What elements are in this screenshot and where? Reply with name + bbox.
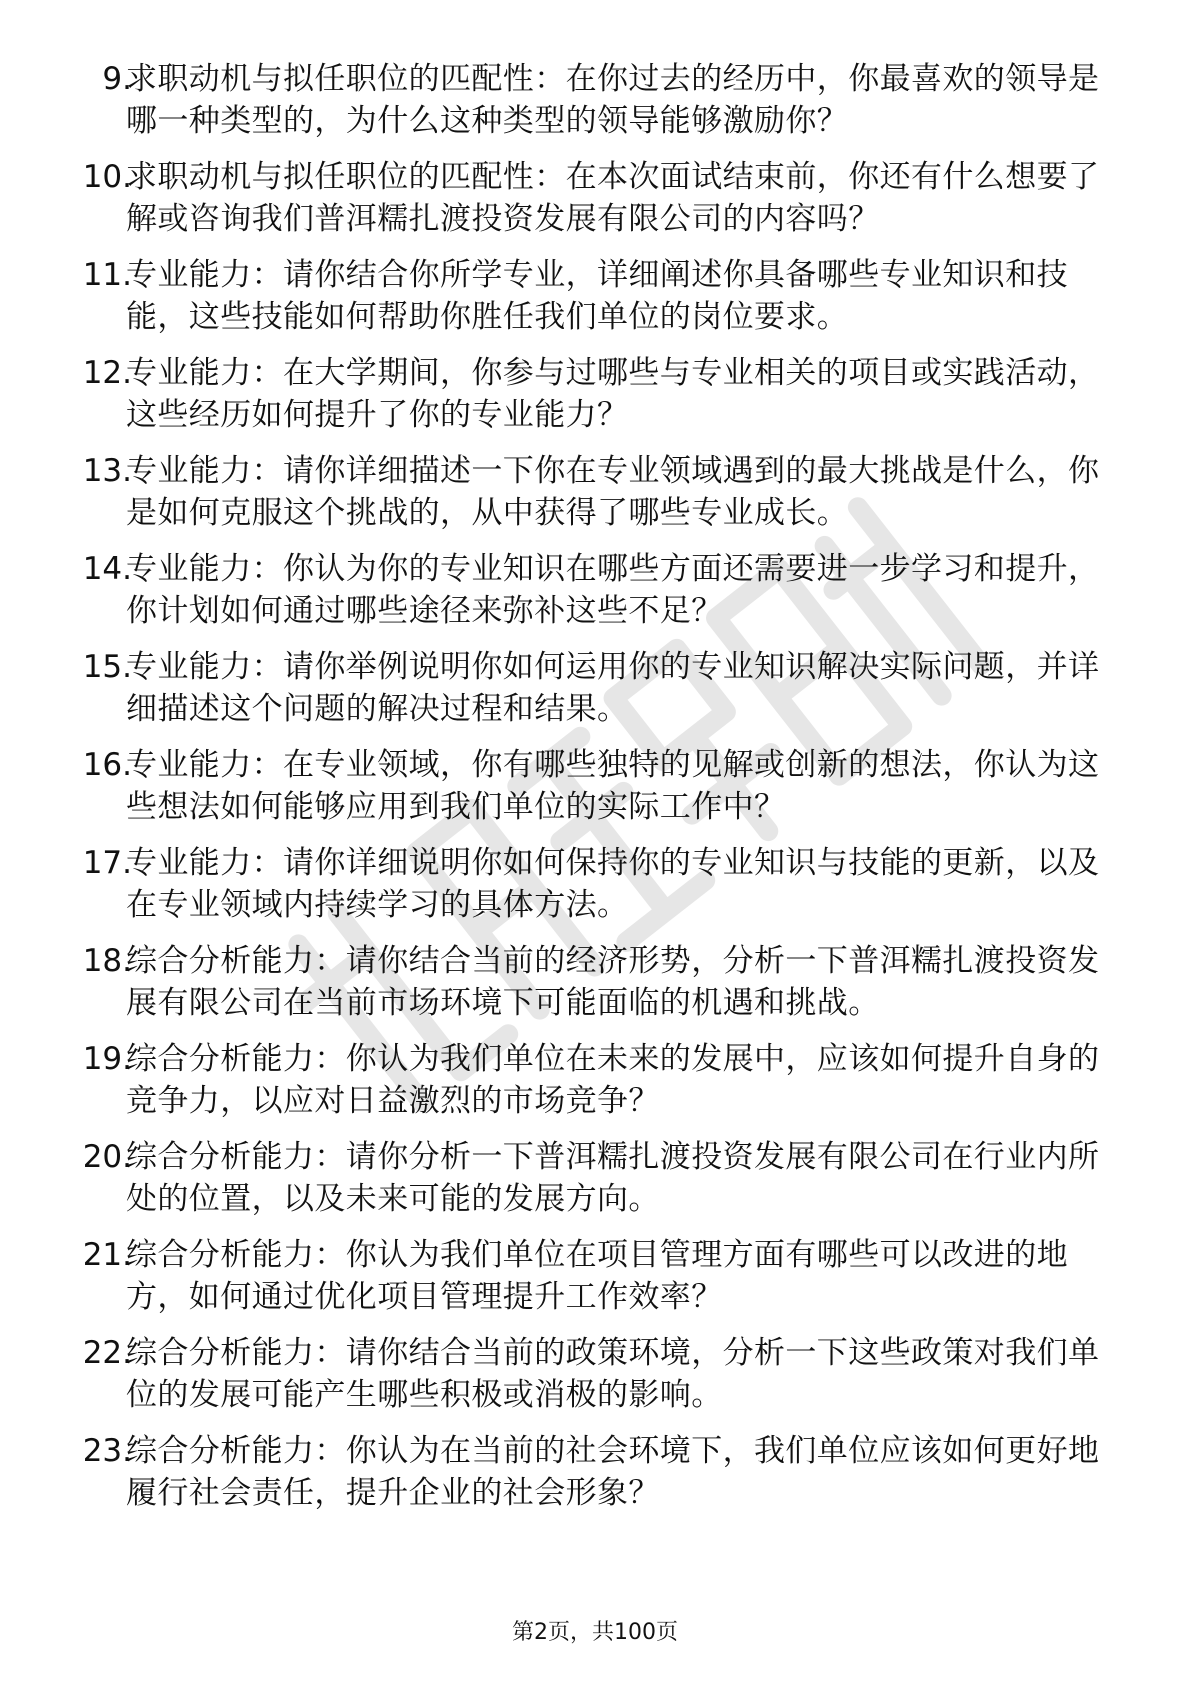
question-number: 19. (82, 1041, 132, 1077)
question-item-10 (0, 150, 1190, 248)
question-number: 17. (82, 845, 132, 881)
question-item-12 (0, 346, 1190, 444)
question-item-22 (0, 1326, 1190, 1424)
question-item-16 (0, 738, 1190, 836)
page-footer: 第2页，共100页 (512, 1620, 678, 1645)
question-text: 综合分析能力：你认为我们单位在未来的发展中，应该如何提升自身的竞争力，以应对日益激烈的市场竞争？ (126, 1041, 1100, 1119)
question-text: 专业能力：请你结合你所学专业，详细阐述你具备哪些专业知识和技能，这些技能如何帮助你胜任我们单位的岗位要求。 (126, 257, 1068, 335)
question-number: 20. (82, 1139, 132, 1175)
question-list (0, 52, 1190, 1522)
question-number: 22. (82, 1335, 132, 1371)
question-number: 15. (82, 649, 132, 685)
question-text: 综合分析能力：你认为我们单位在项目管理方面有哪些可以改进的地方，如何通过优化项目管理提升工作效率？ (126, 1237, 1068, 1315)
question-number: 12. (82, 355, 132, 391)
question-number: 16. (82, 747, 132, 783)
question-item-17 (0, 836, 1190, 934)
question-text: 专业能力：在专业领域，你有哪些独特的见解或创新的想法，你认为这些想法如何能够应用到我们单位的实际工作中？ (126, 747, 1100, 825)
question-item-19 (0, 1032, 1190, 1130)
question-number: 9. (102, 61, 132, 97)
question-item-23 (0, 1424, 1190, 1522)
question-number: 23. (82, 1433, 132, 1469)
question-text: 综合分析能力：请你结合当前的政策环境，分析一下这些政策对我们单位的发展可能产生哪些积极或消极的影响。 (126, 1335, 1100, 1413)
question-number: 14. (82, 551, 132, 587)
question-number: 21. (82, 1237, 132, 1273)
question-text: 综合分析能力：请你分析一下普洱糯扎渡投资发展有限公司在行业内所处的位置，以及未来可能的发展方向。 (126, 1139, 1100, 1217)
question-item-14 (0, 542, 1190, 640)
question-item-11 (0, 248, 1190, 346)
question-number: 18. (82, 943, 132, 979)
question-item-9 (0, 52, 1190, 150)
question-text: 专业能力：请你详细说明你如何保持你的专业知识与技能的更新，以及在专业领域内持续学习的具体方法。 (126, 845, 1100, 923)
question-item-15 (0, 640, 1190, 738)
question-text: 专业能力：请你详细描述一下你在专业领域遇到的最大挑战是什么，你是如何克服这个挑战的，从中获得了哪些专业成长。 (126, 453, 1100, 531)
question-text: 综合分析能力：你认为在当前的社会环境下，我们单位应该如何更好地履行社会责任，提升企业的社会形象？ (126, 1433, 1100, 1511)
question-text: 专业能力：在大学期间，你参与过哪些与专业相关的项目或实践活动，这些经历如何提升了你的专业能力？ (126, 355, 1100, 433)
question-text: 专业能力：请你举例说明你如何运用你的专业知识解决实际问题，并详细描述这个问题的解决过程和结果。 (126, 649, 1100, 727)
question-number: 13. (82, 453, 132, 489)
question-item-21 (0, 1228, 1190, 1326)
question-item-13 (0, 444, 1190, 542)
question-text: 求职动机与拟任职位的匹配性：在你过去的经历中，你最喜欢的领导是哪一种类型的，为什么这种类型的领导能够激励你？ (126, 61, 1100, 139)
question-item-20 (0, 1130, 1190, 1228)
question-text: 求职动机与拟任职位的匹配性：在本次面试结束前，你还有什么想要了解或咨询我们普洱糯扎渡投资发展有限公司的内容吗？ (126, 159, 1100, 237)
question-text: 综合分析能力：请你结合当前的经济形势，分析一下普洱糯扎渡投资发展有限公司在当前市场环境下可能面临的机遇和挑战。 (126, 943, 1100, 1021)
question-item-18 (0, 934, 1190, 1032)
question-number: 11. (82, 257, 132, 293)
question-number: 10. (82, 159, 132, 195)
question-text: 专业能力：你认为你的专业知识在哪些方面还需要进一步学习和提升，你计划如何通过哪些途径来弥补这些不足？ (126, 551, 1100, 629)
